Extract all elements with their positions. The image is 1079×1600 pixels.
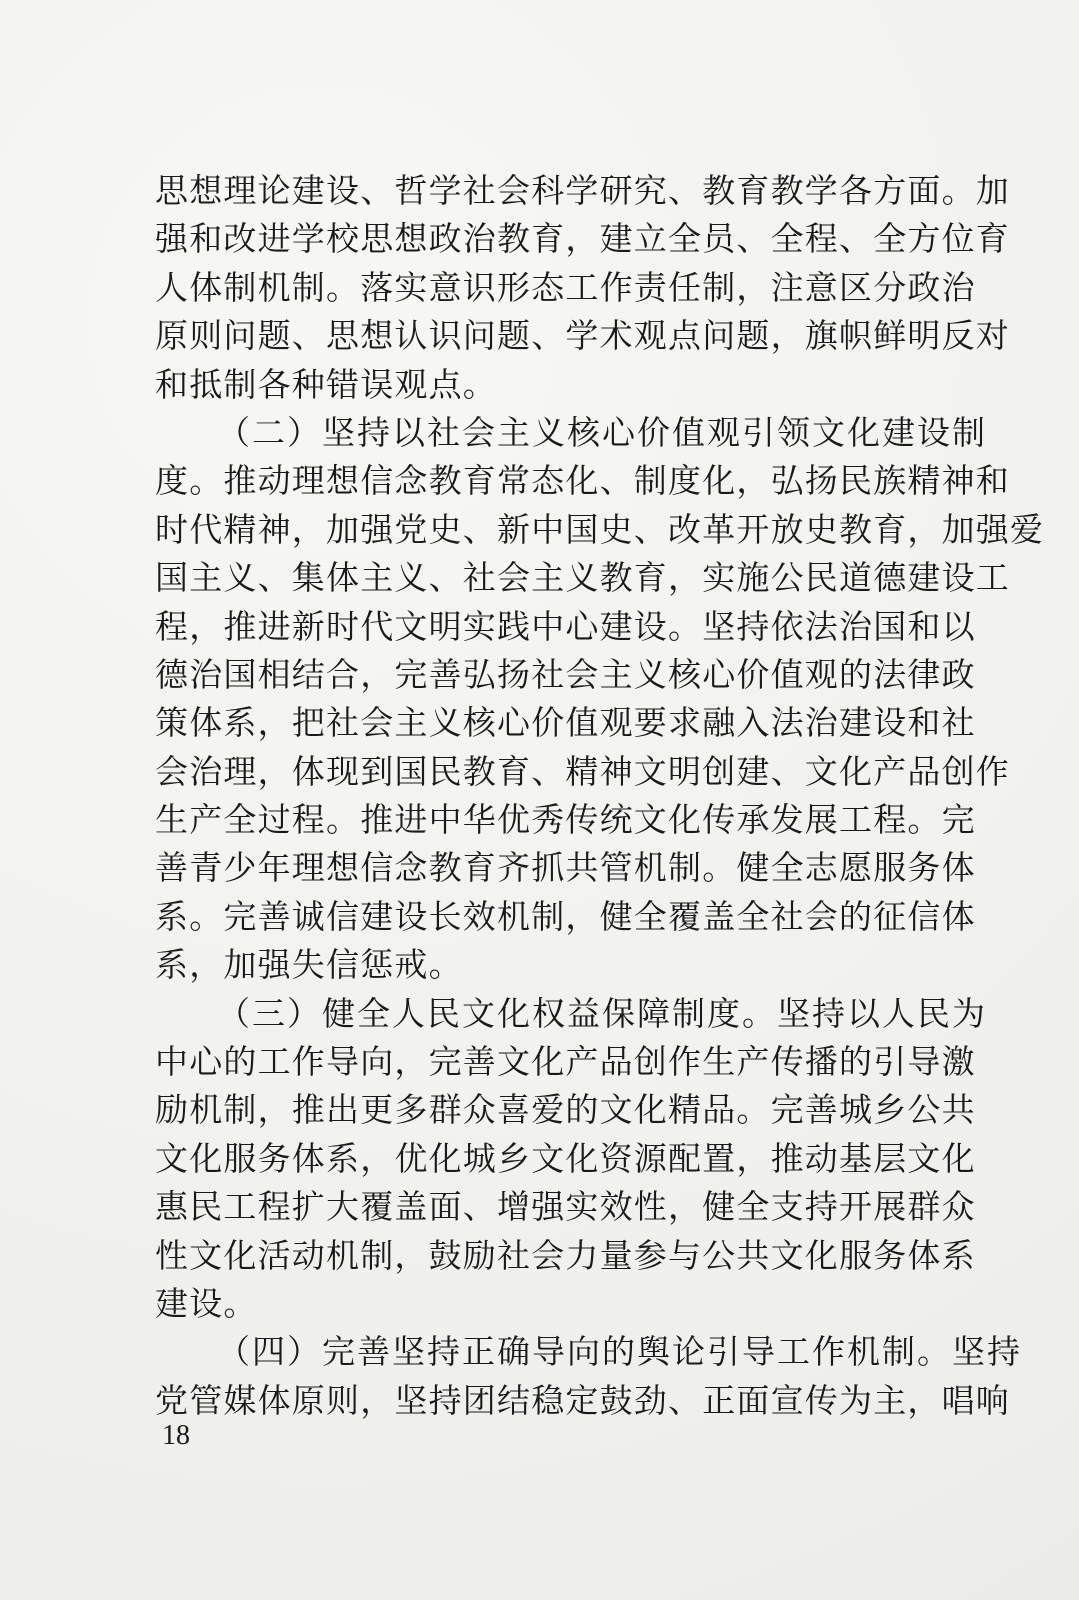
text-line: 文化服务体系，优化城乡文化资源配置，推动基层文化: [155, 1138, 976, 1178]
text-line: 思想理论建设、哲学社会科学研究、教育教学各方面。加: [155, 171, 1010, 210]
text-line: 中心的工作导向，完善文化产品创作生产传播的引导激: [155, 1042, 976, 1082]
text-line: 德治国相结合，完善弘扬社会主义核心价值观的法律政: [155, 654, 976, 694]
text-line: 建设。: [155, 1283, 258, 1323]
section-heading-2: （二）坚持以社会主义核心价值观引领文化建设制: [217, 412, 987, 452]
text-line: 党管媒体原则，坚持团结稳定鼓劲、正面宣传为主，唱响: [155, 1380, 1010, 1420]
text-line: 和抵制各种错误观点。: [155, 364, 497, 404]
page-number: 18: [162, 1420, 190, 1451]
text-line: 时代精神，加强党史、新中国史、改革开放史教育，加强爱: [155, 509, 1045, 549]
text-line: 励机制，推出更多群众喜爱的文化精品。完善城乡公共: [155, 1090, 976, 1130]
section-heading-4: （四）完善坚持正确导向的舆论引导工作机制。坚持: [217, 1332, 1022, 1372]
section-heading-3: （三）健全人民文化权益保障制度。坚持以人民为: [217, 993, 987, 1033]
text-line: 人体制机制。落实意识形态工作责任制，注意区分政治: [155, 267, 976, 307]
text-line: 善青少年理想信念教育齐抓共管机制。健全志愿服务体: [155, 848, 976, 888]
text-line: 性文化活动机制，鼓励社会力量参与公共文化服务体系: [155, 1235, 976, 1275]
text-line: 策体系，把社会主义核心价值观要求融入法治建设和社: [155, 703, 976, 743]
text-line: 生产全过程。推进中华优秀传统文化传承发展工程。完: [155, 800, 976, 840]
text-line: 系。完善诚信建设长效机制，健全覆盖全社会的征信体: [155, 896, 976, 936]
text-line: 度。推动理想信念教育常态化、制度化，弘扬民族精神和: [155, 461, 1010, 501]
body-text: [155, 167, 1045, 1425]
text-line: 强和改进学校思想政治教育，建立全员、全程、全方位育: [155, 219, 1010, 259]
text-line: 惠民工程扩大覆盖面、增强实效性，健全支持开展群众: [155, 1187, 976, 1227]
text-line: 原则问题、思想认识问题、学术观点问题，旗帜鲜明反对: [155, 316, 1010, 356]
text-line: 会治理，体现到国民教育、精神文明创建、文化产品创作: [155, 751, 1010, 791]
text-line: 系，加强失信惩戒。: [155, 945, 463, 985]
text-line: 程，推进新时代文明实践中心建设。坚持依法治国和以: [155, 606, 976, 646]
text-line: 国主义、集体主义、社会主义教育，实施公民道德建设工: [155, 558, 1010, 598]
